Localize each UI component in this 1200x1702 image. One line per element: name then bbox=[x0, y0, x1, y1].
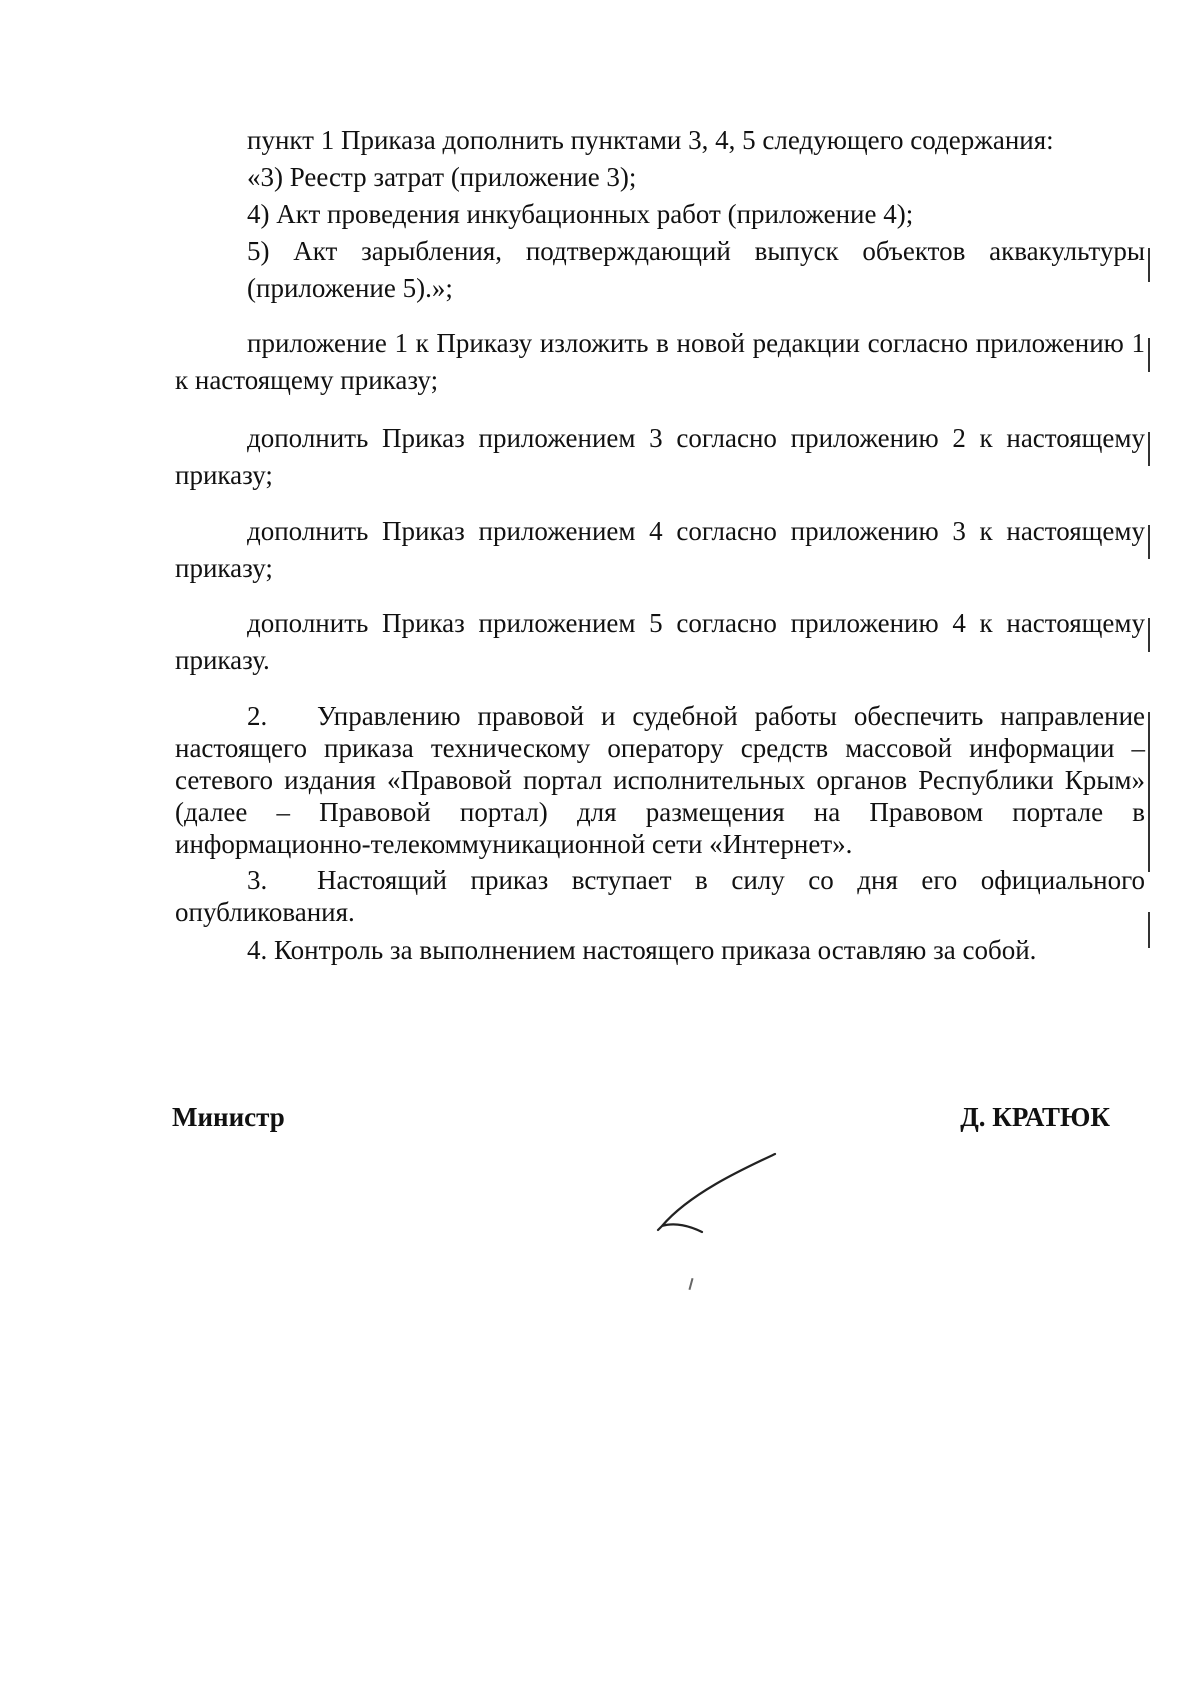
point-3 bbox=[175, 864, 1145, 928]
margin-mark bbox=[1148, 912, 1150, 948]
point-text: Настоящий приказ вступает в силу со дня его официального опубликования. bbox=[175, 865, 1145, 927]
amendment-items bbox=[175, 122, 1145, 307]
item-intro: пункт 1 Приказа дополнить пунктами 3, 4, 5 следующего содержания: bbox=[247, 125, 1054, 155]
scan-artifact-mark bbox=[688, 1278, 693, 1290]
item-5: 5) Акт зарыбления, подтверждающий выпуск объектов аквакультуры (приложение 5).»; bbox=[247, 236, 1145, 303]
point-2 bbox=[175, 700, 1145, 860]
paragraph-appendix-5 bbox=[175, 605, 1145, 679]
point-number: 4. bbox=[247, 935, 268, 965]
paragraph-text: дополнить Приказ приложением 4 согласно приложению 3 к настоящему приказу; bbox=[175, 516, 1145, 583]
numbered-points bbox=[175, 700, 1145, 966]
paragraph-appendix-1 bbox=[175, 325, 1145, 399]
margin-mark bbox=[1148, 248, 1150, 282]
margin-mark bbox=[1148, 338, 1150, 372]
handwritten-signature-icon bbox=[650, 1148, 790, 1238]
paragraph-text: приложение 1 к Приказу изложить в новой редакции согласно приложению 1 к настоящему приказу; bbox=[175, 328, 1145, 395]
item-3: «3) Реестр затрат (приложение 3); bbox=[247, 162, 637, 192]
signatory-position: Министр bbox=[172, 1102, 285, 1132]
margin-mark bbox=[1148, 712, 1150, 872]
point-text: Управлению правовой и судебной работы обеспечить направление настоящего приказа техническому оператору средств массовой информации – сетевого издания «Правовой портал исполнительных органов Республики Крым» (далее – Правовой портал) для размещения на Правовом портале в информационно-телекоммуникационной сети «Интернет». bbox=[175, 701, 1145, 859]
point-number: 3. bbox=[247, 865, 268, 895]
point-number: 2. bbox=[247, 701, 268, 731]
margin-mark bbox=[1148, 618, 1150, 652]
margin-mark bbox=[1148, 432, 1150, 466]
point-text: Контроль за выполнением настоящего приказа оставляю за собой. bbox=[267, 935, 1037, 965]
paragraph-text: дополнить Приказ приложением 3 согласно приложению 2 к настоящему приказу; bbox=[175, 423, 1145, 490]
signatory-name: Д. КРАТЮК bbox=[960, 1102, 1110, 1132]
paragraph-appendix-3 bbox=[175, 420, 1145, 494]
paragraph-appendix-4 bbox=[175, 513, 1145, 587]
point-4 bbox=[175, 934, 1145, 966]
margin-mark bbox=[1148, 525, 1150, 559]
item-4: 4) Акт проведения инкубационных работ (приложение 4); bbox=[247, 199, 914, 229]
paragraph-text: дополнить Приказ приложением 5 согласно приложению 4 к настоящему приказу. bbox=[175, 608, 1145, 675]
